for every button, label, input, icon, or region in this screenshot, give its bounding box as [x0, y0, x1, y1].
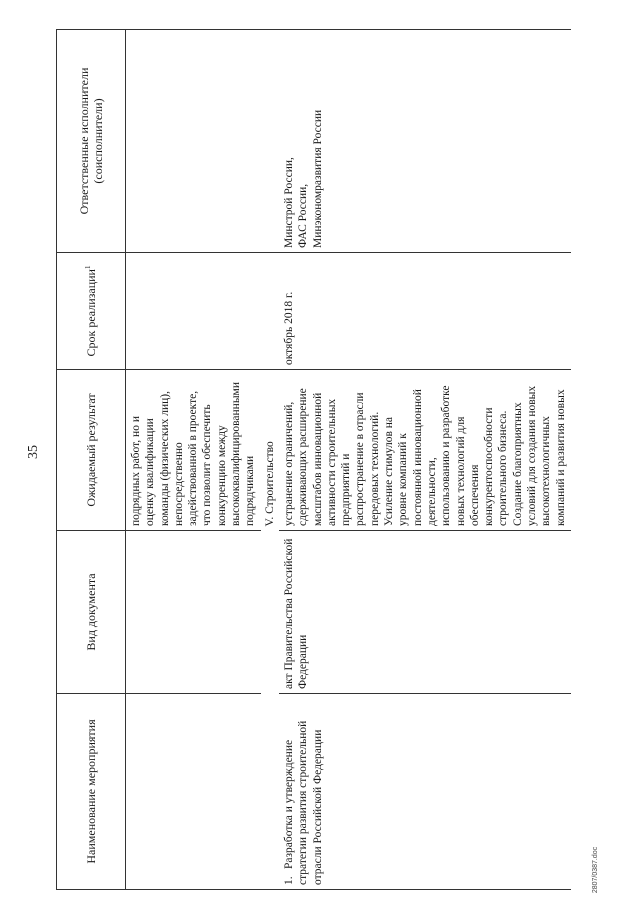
section-row — [261, 30, 279, 890]
row-doc-type: акт Правительства Российской Федерации — [279, 531, 571, 694]
result-line: масштабов инновационной — [311, 392, 324, 526]
page-number: 35 — [26, 445, 41, 459]
result-line: постоянной инновационной — [411, 389, 424, 526]
row-result — [279, 370, 571, 531]
header-deadline-label: Срок реализации — [84, 269, 98, 357]
rotated-document — [56, 30, 608, 890]
result-line: конкуренцию между — [215, 425, 228, 526]
header-name: Наименование мероприятия — [57, 694, 126, 890]
table-row — [279, 30, 571, 890]
table-header-row — [57, 30, 126, 890]
result-line: высокотехнологичных — [540, 416, 553, 526]
result-line: строительного бизнеса. — [497, 410, 510, 526]
footer-code: 2807/0387.doc — [592, 846, 599, 894]
result-line: предприятий и — [340, 453, 353, 526]
executor-line: ФАС России, — [297, 183, 310, 248]
continued-result — [126, 370, 261, 531]
result-line: использованию и разработке — [440, 385, 453, 526]
result-line: что позволит обеспечить — [201, 404, 214, 526]
header-result: Ожидаемый результат — [57, 370, 126, 531]
result-line: деятельности, — [425, 457, 438, 526]
result-line: команды (физических лиц), — [158, 391, 171, 526]
table-row-continued — [126, 30, 261, 890]
result-line: активности строительных — [325, 398, 338, 526]
header-deadline — [57, 253, 126, 370]
result-line: распространение в отрасли — [354, 392, 367, 526]
result-line: высококвалифицированными — [230, 382, 243, 526]
result-line: задействованной в проекте, — [187, 390, 200, 526]
result-line: подрядчиками — [244, 455, 257, 526]
result-line: устранение ограничений, — [282, 401, 295, 526]
header-doc-type: Вид документа — [57, 531, 126, 694]
executor-line: Минстрой России, — [282, 157, 295, 248]
result-line: обеспечения — [468, 464, 481, 526]
result-line: компаний и развития новых — [554, 389, 567, 526]
row-name: Разработка и утверждение стратегии развития строительной отрасли Российской Федерации — [282, 720, 324, 885]
result-line: подрядных работ, но и — [130, 416, 142, 526]
result-line: непосредственно — [172, 442, 185, 526]
row-number: 1. — [282, 876, 295, 885]
row-name-cell — [279, 694, 571, 890]
executor-line: Минэкономразвития России — [311, 109, 324, 248]
header-deadline-footnote: 1 — [84, 265, 92, 270]
result-line: оценку квалификации — [144, 418, 157, 526]
row-executors — [279, 30, 571, 253]
result-line: передовых технологий. — [368, 411, 381, 526]
result-line: Создание благоприятных — [511, 402, 524, 526]
result-line: сдерживающих расширение — [297, 388, 310, 526]
result-line: уровне компаний к — [397, 433, 410, 526]
result-line: Усиление стимулов на — [383, 416, 396, 526]
result-line: новых технологий для — [454, 416, 467, 526]
measures-table — [56, 29, 571, 890]
header-executors: Ответственные исполнители (соисполнители) — [57, 30, 126, 253]
result-line: конкурентоспособности — [483, 407, 496, 526]
result-line: условий для создания новых — [526, 385, 539, 526]
row-deadline: октябрь 2018 г. — [279, 253, 571, 370]
section-title: V. Строительство — [263, 441, 276, 527]
